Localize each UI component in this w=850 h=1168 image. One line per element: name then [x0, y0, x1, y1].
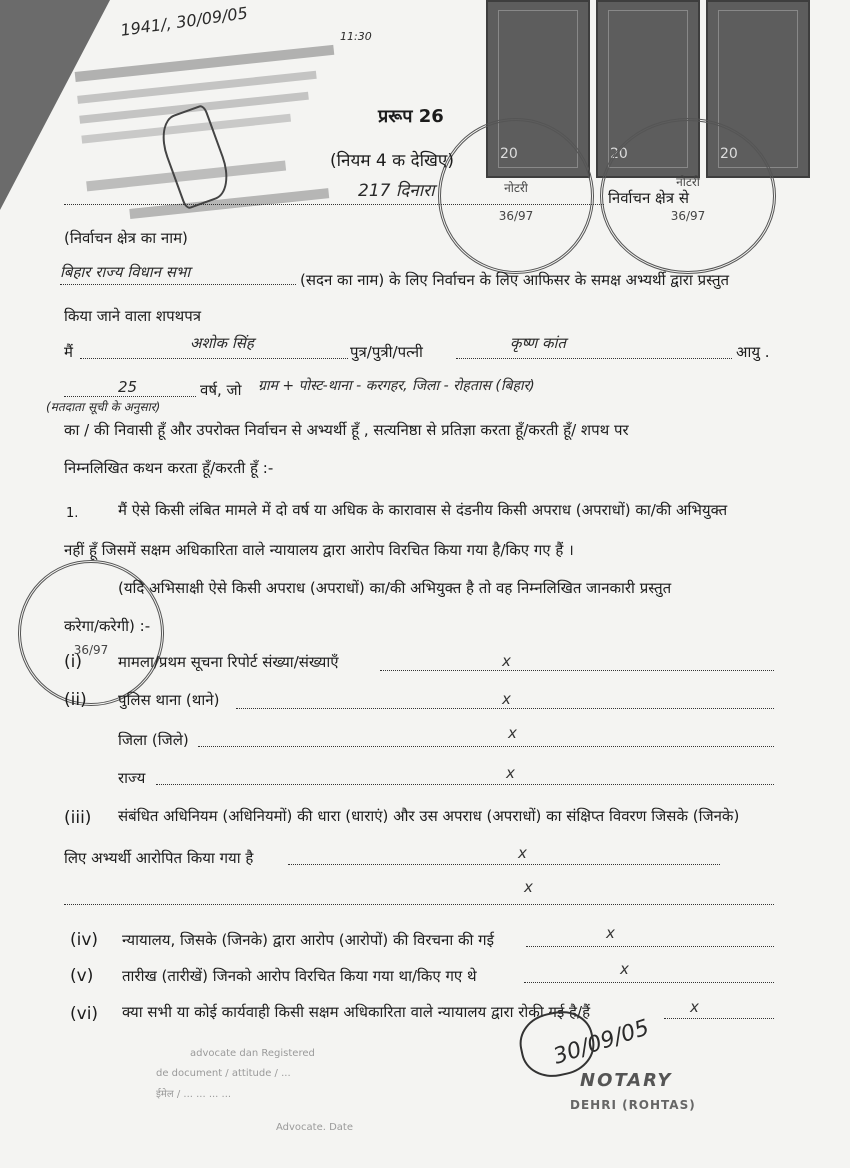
- item-iii-number: (iii): [64, 808, 92, 828]
- point-2-text-a: (यदि अभिसाक्षी ऐसे किसी अपराध (अपराधों) का/की अभियुक्त है तो वह निम्नलिखित जानकारी प्रस्तुत: [118, 579, 672, 597]
- item-vi-number: (vi): [70, 1004, 99, 1024]
- item-iii-dotted-line: [288, 864, 720, 865]
- district-label: जिला (जिले): [118, 731, 189, 749]
- statement-line: निम्नलिखित कथन करता हूँ/करती हूँ :-: [64, 459, 274, 477]
- rule-reference: (नियम 4 क देखिए): [330, 151, 454, 171]
- resident-line: का / की निवासी हूँ और उपरोक्त निर्वाचन से अभ्यर्थी हूँ , सत्यनिष्ठा से प्रतिज्ञा करता हूँ/करती हूँ/ शपथ पर: [64, 421, 629, 439]
- notary-seal-1: नोटरी 36/97: [438, 118, 594, 274]
- item-v-number: (v): [70, 966, 94, 986]
- district-dotted-line: [198, 746, 774, 747]
- item-iii-text-a: संबंधित अधिनियम (अधिनियमों) की धारा (धाराएं) और उस अपराध (अपराधों) का संक्षिप्त विवरण जिसके (जिनके): [118, 807, 740, 825]
- i-label: मैं: [64, 343, 73, 361]
- faint-line-1: advocate dan Registered: [190, 1048, 315, 1059]
- point-1-text-b: नहीं हूँ जिसमें सक्षम अधिकारिता वाले न्यायालय द्वारा आरोप विरचित किया गया है/किए गए हैं ।: [64, 541, 574, 559]
- state-dotted-line: [156, 784, 774, 785]
- item-iii-text-b: लिए अभ्यर्थी आरोपित किया गया है: [64, 849, 254, 867]
- stamp-3: 20: [706, 0, 810, 178]
- form-title: प्ररूप 26: [378, 106, 444, 127]
- bottom-signature: 30/09/05: [550, 1015, 653, 1070]
- item-iii-mark: x: [518, 844, 527, 862]
- item-ii-mark: x: [502, 690, 511, 708]
- item-iv-label: न्यायालय, जिसके (जिनके) द्वारा आरोप (आरोपों) की विरचना की गई: [122, 931, 494, 949]
- age-handwritten: 25: [118, 378, 138, 396]
- point-1-text-a: मैं ऐसे किसी लंबित मामले में दो वर्ष या अधिक के कारावास से दंडनीय किसी अपराध (अपराधों) का/की अभियुक्त: [118, 501, 728, 519]
- name-dotted-line: [80, 358, 348, 359]
- house-handwritten: बिहार राज्य विधान सभा: [60, 263, 191, 281]
- affidavit-caption: किया जाने वाला शपथपत्र: [64, 307, 202, 325]
- notary-seal-2: नोटरी 36/97: [600, 118, 776, 274]
- item-vi-label: क्या सभी या कोई कार्यवाही किसी सक्षम अधिकारिता वाले न्यायालय द्वारा रोकी गई है/हैं: [122, 1003, 591, 1021]
- item-ii-number: (ii): [64, 690, 87, 710]
- notary-stamp-title: NOTARY: [580, 1070, 673, 1091]
- faint-line-2: de document / attitude / ...: [156, 1068, 291, 1079]
- constituency-caption: (निर्वाचन क्षेत्र का नाम): [64, 229, 188, 247]
- notary-stamp-place: DEHRI (ROHTAS): [570, 1098, 696, 1112]
- stamp-2: 20: [596, 0, 700, 178]
- item-vi-mark: x: [690, 998, 699, 1016]
- top-handwritten-note: 1941/, 30/09/05: [119, 3, 249, 40]
- point-1-number: 1.: [66, 506, 79, 521]
- address-note-handwritten: (मतदाता सूची के अनुसार): [46, 400, 161, 414]
- district-mark: x: [508, 724, 517, 742]
- years-label: वर्ष, जो: [200, 381, 242, 399]
- item-iv-dotted-line: [526, 946, 774, 947]
- item-iii-mark-2: x: [524, 878, 533, 896]
- item-ii-label: पुलिस थाना (थाने): [118, 691, 220, 709]
- item-ii-dotted-line: [236, 708, 774, 709]
- stamp-1: 20: [486, 0, 590, 178]
- name-handwritten: अशोक सिंह: [190, 334, 254, 352]
- item-v-dotted-line: [524, 982, 774, 983]
- item-vi-dotted-line: [664, 1018, 774, 1019]
- time-note: 11:30: [340, 30, 372, 43]
- point-2-text-b: करेगा/करेगी) :-: [64, 617, 151, 635]
- relation-label: पुत्र/पुत्री/पत्नी: [350, 343, 423, 361]
- constituency-suffix: निर्वाचन क्षेत्र से: [608, 189, 689, 207]
- item-i-number: (i): [64, 652, 82, 672]
- address-handwritten: ग्राम + पोस्ट-थाना - करगहर, जिला - रोहतास (बिहार): [258, 378, 535, 394]
- age-label: आयु .: [736, 343, 770, 361]
- constituency-handwritten: 217 दिनारा: [358, 181, 435, 201]
- father-handwritten: कृष्ण कांत: [510, 334, 566, 352]
- constituency-dotted-line: [64, 204, 604, 205]
- house-dotted-line: [60, 284, 296, 285]
- father-dotted-line: [456, 358, 732, 359]
- state-label: राज्य: [118, 769, 146, 787]
- item-iii-extra-line: [64, 904, 774, 905]
- item-v-mark: x: [620, 960, 629, 978]
- notary-seal-left: 36/97: [18, 560, 164, 706]
- item-i-label: मामला/प्रथम सूचना रिपोर्ट संख्या/संख्याएँ: [118, 653, 339, 671]
- item-i-mark: x: [502, 652, 511, 670]
- house-caption: (सदन का नाम) के लिए निर्वाचन के लिए आफिसर के समक्ष अभ्यर्थी द्वारा प्रस्तुत: [300, 271, 730, 289]
- faint-line-3: ईमेल / ... ... ... ...: [156, 1089, 232, 1100]
- age-dotted-line: [64, 396, 196, 397]
- item-iv-number: (iv): [70, 930, 99, 950]
- faint-line-4: Advocate. Date: [276, 1122, 354, 1133]
- state-mark: x: [506, 764, 515, 782]
- item-i-dotted-line: [380, 670, 774, 671]
- item-v-label: तारीख (तारीखें) जिनको आरोप विरचित किया गया था/किए गए थे: [122, 967, 477, 985]
- item-iv-mark: x: [606, 924, 615, 942]
